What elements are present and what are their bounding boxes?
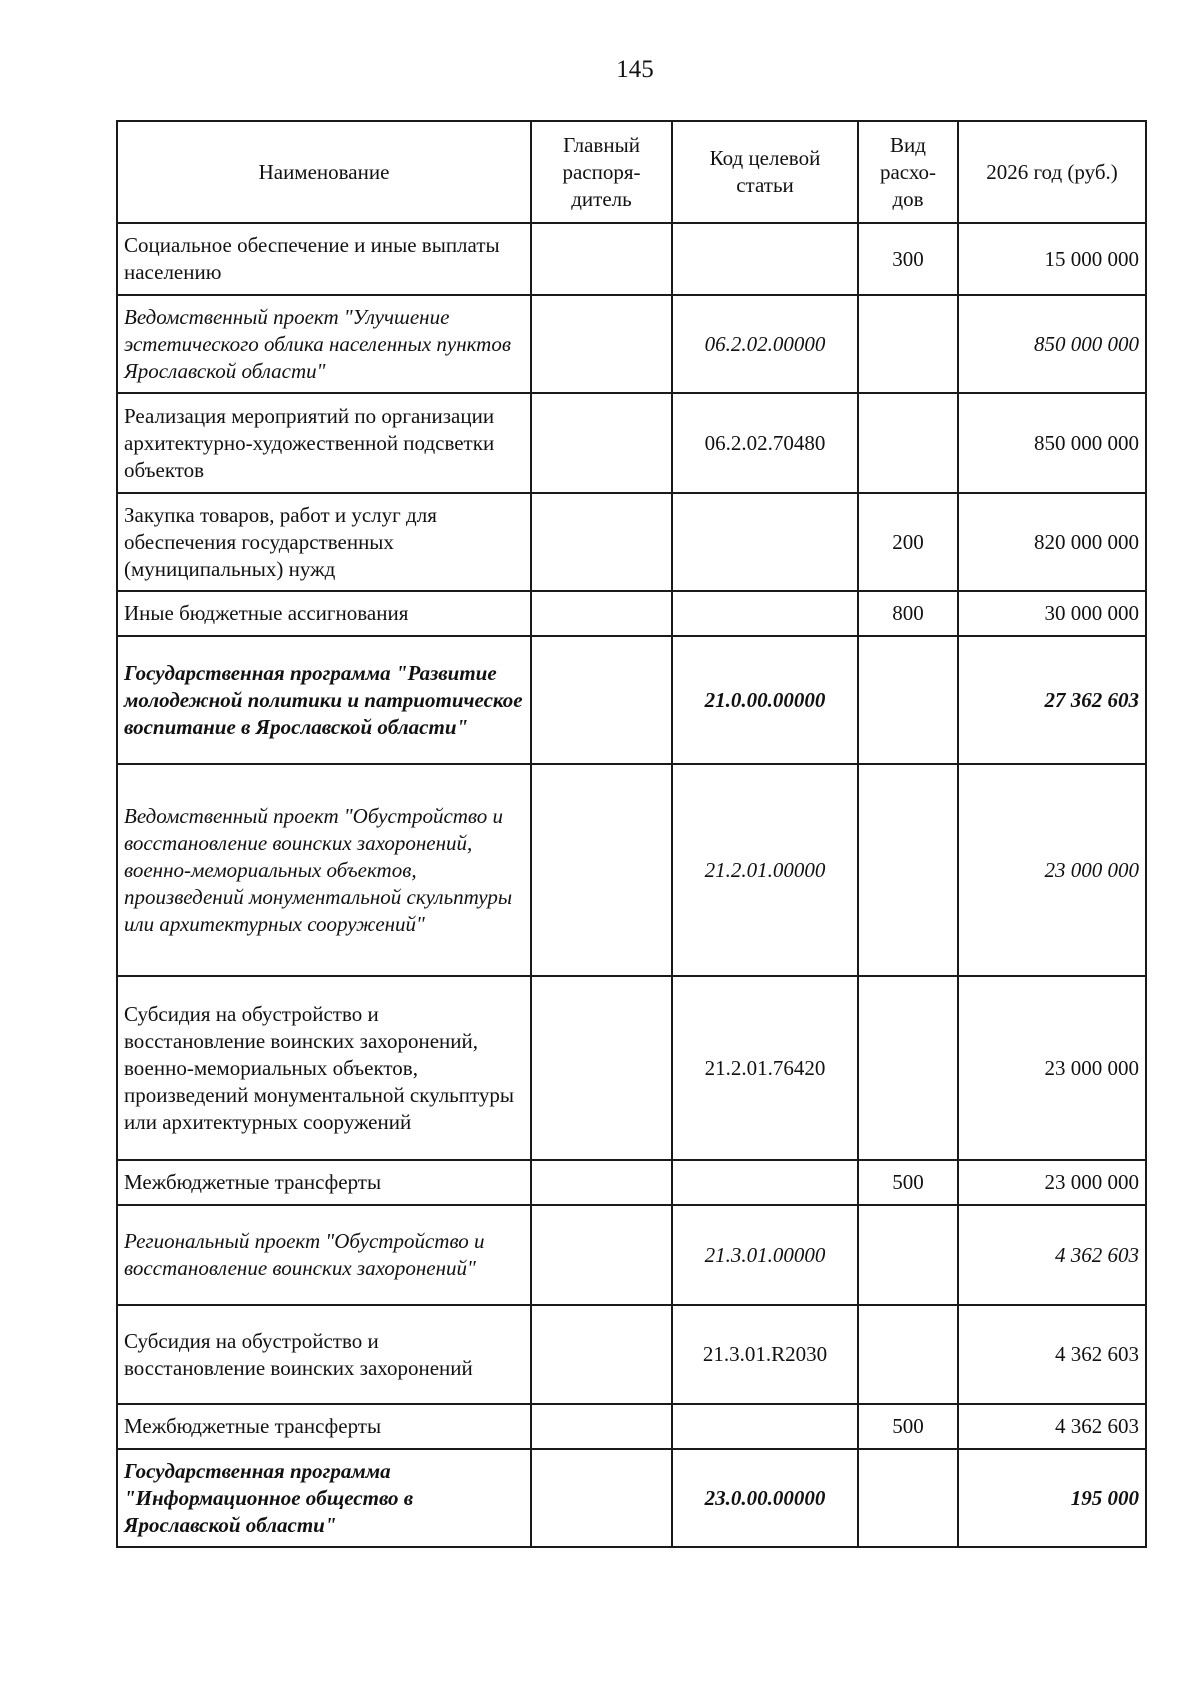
row-kind: 200 [858, 493, 958, 591]
row-admin [531, 976, 672, 1160]
row-name: Иные бюджетные ассигнования [117, 591, 531, 636]
row-kind [858, 1205, 958, 1305]
row-amount: 4 362 603 [958, 1404, 1146, 1449]
table-row [117, 1205, 1146, 1305]
table-header-row [117, 121, 1146, 223]
header-amount: 2026 год (руб.) [958, 121, 1146, 223]
row-admin [531, 591, 672, 636]
row-name: Социальное обеспечение и иные выплаты населению [117, 223, 531, 295]
row-kind: 800 [858, 591, 958, 636]
row-kind [858, 295, 958, 393]
row-code: 21.3.01.00000 [672, 1205, 858, 1305]
row-name: Межбюджетные трансферты [117, 1160, 531, 1205]
table-row [117, 393, 1146, 493]
row-code: 21.3.01.R2030 [672, 1305, 858, 1404]
row-admin [531, 1205, 672, 1305]
row-admin [531, 393, 672, 493]
row-amount: 850 000 000 [958, 295, 1146, 393]
row-name: Субсидия на обустройство и восстановление воинских захоронений [117, 1305, 531, 1404]
row-code: 23.0.00.00000 [672, 1449, 858, 1547]
row-amount: 4 362 603 [958, 1305, 1146, 1404]
row-admin [531, 223, 672, 295]
row-amount: 850 000 000 [958, 393, 1146, 493]
row-name: Реализация мероприятий по организации архитектурно-художественной подсветки объектов [117, 393, 531, 493]
table-row [117, 493, 1146, 591]
row-name: Региональный проект "Обустройство и восстановление воинских захоронений" [117, 1205, 531, 1305]
row-name: Государственная программа "Информационное общество в Ярославской области" [117, 1449, 531, 1547]
row-amount: 23 000 000 [958, 976, 1146, 1160]
row-name: Государственная программа "Развитие молодежной политики и патриотическое воспитание в Ярославской области" [117, 636, 531, 764]
row-amount: 4 362 603 [958, 1205, 1146, 1305]
row-name: Ведомственный проект "Обустройство и восстановление воинских захоронений, военно-мемориальных объектов, произведений монументальной скульптуры или архитектурных сооружений" [117, 764, 531, 976]
row-code: 06.2.02.70480 [672, 393, 858, 493]
row-kind [858, 976, 958, 1160]
row-amount: 15 000 000 [958, 223, 1146, 295]
header-admin: Главный распоря-дитель [531, 121, 672, 223]
row-kind [858, 636, 958, 764]
row-name: Субсидия на обустройство и восстановление воинских захоронений, военно-мемориальных объектов, произведений монументальной скульптуры или архитектурных сооружений [117, 976, 531, 1160]
row-admin [531, 636, 672, 764]
row-admin [531, 1449, 672, 1547]
table-row [117, 976, 1146, 1160]
table-row [117, 223, 1146, 295]
row-amount: 27 362 603 [958, 636, 1146, 764]
row-admin [531, 493, 672, 591]
row-kind [858, 393, 958, 493]
row-amount: 30 000 000 [958, 591, 1146, 636]
row-admin [531, 1404, 672, 1449]
row-kind [858, 1305, 958, 1404]
row-code: 21.0.00.00000 [672, 636, 858, 764]
row-kind [858, 764, 958, 976]
row-code [672, 591, 858, 636]
row-code: 21.2.01.00000 [672, 764, 858, 976]
table-row [117, 591, 1146, 636]
page-number: 145 [616, 56, 654, 83]
table-row [117, 1160, 1146, 1205]
header-name: Наименование [117, 121, 531, 223]
table-row [117, 636, 1146, 764]
row-kind [858, 1449, 958, 1547]
row-code [672, 1404, 858, 1449]
row-admin [531, 764, 672, 976]
row-amount: 23 000 000 [958, 764, 1146, 976]
row-amount: 23 000 000 [958, 1160, 1146, 1205]
row-name: Закупка товаров, работ и услуг для обеспечения государственных (муниципальных) нужд [117, 493, 531, 591]
header-code: Код целевой статьи [672, 121, 858, 223]
budget-table [116, 120, 1147, 1548]
table-row [117, 1404, 1146, 1449]
row-name: Межбюджетные трансферты [117, 1404, 531, 1449]
row-code [672, 1160, 858, 1205]
row-code [672, 493, 858, 591]
row-code: 21.2.01.76420 [672, 976, 858, 1160]
row-admin [531, 295, 672, 393]
row-code [672, 223, 858, 295]
row-kind: 300 [858, 223, 958, 295]
row-admin [531, 1160, 672, 1205]
row-admin [531, 1305, 672, 1404]
header-kind: Вид расхо-дов [858, 121, 958, 223]
row-amount: 820 000 000 [958, 493, 1146, 591]
row-name: Ведомственный проект "Улучшение эстетического облика населенных пунктов Ярославской области" [117, 295, 531, 393]
row-code: 06.2.02.00000 [672, 295, 858, 393]
row-kind: 500 [858, 1160, 958, 1205]
row-amount: 195 000 [958, 1449, 1146, 1547]
table-row [117, 1305, 1146, 1404]
table-row [117, 1449, 1146, 1547]
table-row [117, 764, 1146, 976]
table-row [117, 295, 1146, 393]
row-kind: 500 [858, 1404, 958, 1449]
